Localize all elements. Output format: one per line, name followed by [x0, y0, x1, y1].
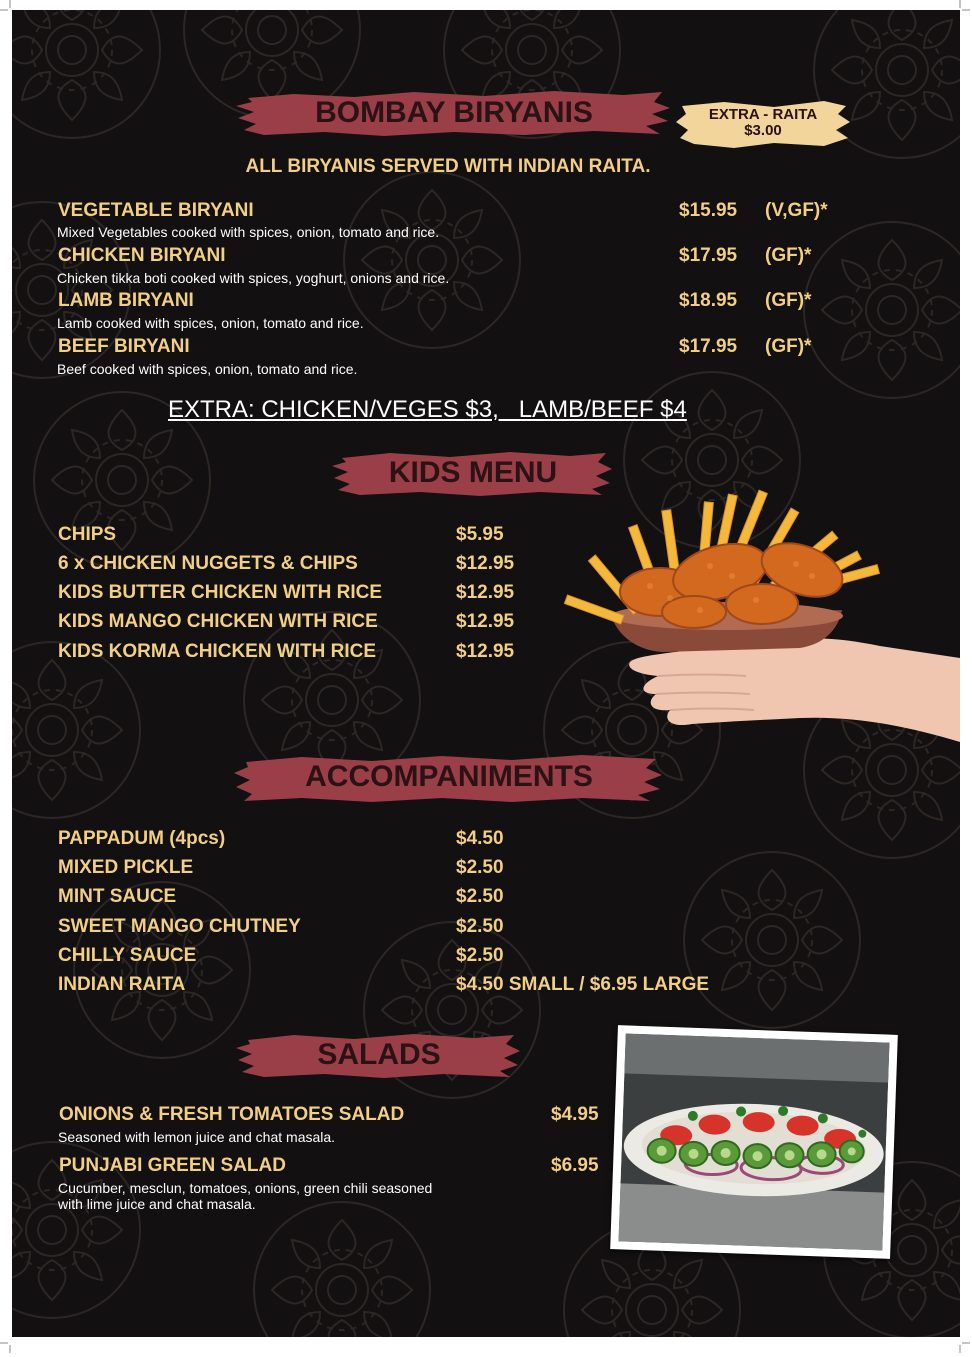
- item-price: $2.50: [456, 945, 504, 966]
- item-price: $17.95: [679, 336, 738, 357]
- item-price: $4.50 SMALL / $6.95 LARGE: [456, 974, 710, 995]
- item-name: CHILLY SAUCE: [58, 945, 197, 966]
- menu-page: [12, 10, 960, 1337]
- item-price: $12.95: [456, 641, 515, 662]
- item-name: INDIAN RAITA: [58, 974, 186, 995]
- kids-title: KIDS MENU: [388, 456, 558, 489]
- item-price: $18.95: [679, 290, 738, 311]
- item-description: with lime juice and chat masala.: [58, 1196, 256, 1212]
- item-price: $2.50: [456, 857, 504, 878]
- item-description: Lamb cooked with spices, onion, tomato and rice.: [57, 315, 364, 331]
- item-name: BEEF BIRYANI: [58, 336, 190, 357]
- item-price: $6.95: [551, 1155, 599, 1176]
- salads-title: SALADS: [317, 1038, 441, 1071]
- accompaniments-title: ACCOMPANIMENTS: [305, 760, 593, 793]
- item-price: $12.95: [456, 582, 515, 603]
- biryanis-subtitle: ALL BIRYANIS SERVED WITH INDIAN RAITA.: [245, 156, 651, 177]
- item-dietary-tag: (V,GF)*: [765, 200, 828, 221]
- item-name: PUNJABI GREEN SALAD: [59, 1155, 286, 1176]
- item-name: CHIPS: [58, 524, 117, 545]
- item-description: Cucumber, mesclun, tomatoes, onions, green chili seasoned: [58, 1180, 433, 1196]
- item-dietary-tag: (GF)*: [765, 245, 812, 266]
- item-name: VEGETABLE BIRYANI: [58, 200, 254, 221]
- item-dietary-tag: (GF)*: [765, 290, 812, 311]
- salad-image: [618, 1033, 889, 1250]
- item-description: Beef cooked with spices, onion, tomato and rice.: [57, 361, 358, 377]
- item-name: 6 x CHICKEN NUGGETS & CHIPS: [58, 553, 358, 574]
- item-description: Seasoned with lemon juice and chat masala.: [58, 1129, 336, 1145]
- item-name: MIXED PICKLE: [58, 857, 194, 878]
- salad-photo-frame: [610, 1025, 898, 1259]
- crop-mark: [0, 1333, 20, 1353]
- item-name: PAPPADUM (4pcs): [58, 828, 226, 849]
- extra-raita-label: EXTRA - RAITA: [708, 106, 818, 123]
- item-price: $12.95: [456, 611, 515, 632]
- item-name: LAMB BIRYANI: [58, 290, 194, 311]
- item-price: $12.95: [456, 553, 515, 574]
- crop-mark: [950, 0, 970, 20]
- item-price: $15.95: [679, 200, 738, 221]
- crop-mark: [0, 0, 20, 20]
- item-name: KIDS KORMA CHICKEN WITH RICE: [58, 641, 377, 662]
- item-description: Mixed Vegetables cooked with spices, onion, tomato and rice.: [57, 224, 440, 240]
- item-dietary-tag: (GF)*: [765, 336, 812, 357]
- item-name: CHICKEN BIRYANI: [58, 245, 226, 266]
- item-name: KIDS BUTTER CHICKEN WITH RICE: [58, 582, 383, 603]
- biryani-extras-line: EXTRA: CHICKEN/VEGES $3, LAMB/BEEF $4: [168, 396, 687, 423]
- item-price: $17.95: [679, 245, 738, 266]
- item-price: $4.95: [551, 1104, 599, 1125]
- chicken-nuggets-chips-image: [550, 480, 960, 750]
- item-name: MINT SAUCE: [58, 886, 177, 907]
- biryanis-title: BOMBAY BIRYANIS: [315, 96, 593, 129]
- item-name: KIDS MANGO CHICKEN WITH RICE: [58, 611, 378, 632]
- crop-mark: [950, 1333, 970, 1353]
- item-price: $5.95: [456, 524, 504, 545]
- item-description: Chicken tikka boti cooked with spices, yoghurt, onions and rice.: [57, 270, 450, 286]
- item-price: $4.50: [456, 828, 504, 849]
- item-price: $2.50: [456, 916, 504, 937]
- item-price: $2.50: [456, 886, 504, 907]
- item-name: SWEET MANGO CHUTNEY: [58, 916, 301, 937]
- item-name: ONIONS & FRESH TOMATOES SALAD: [59, 1104, 405, 1125]
- extra-raita-price: $3.00: [744, 122, 782, 139]
